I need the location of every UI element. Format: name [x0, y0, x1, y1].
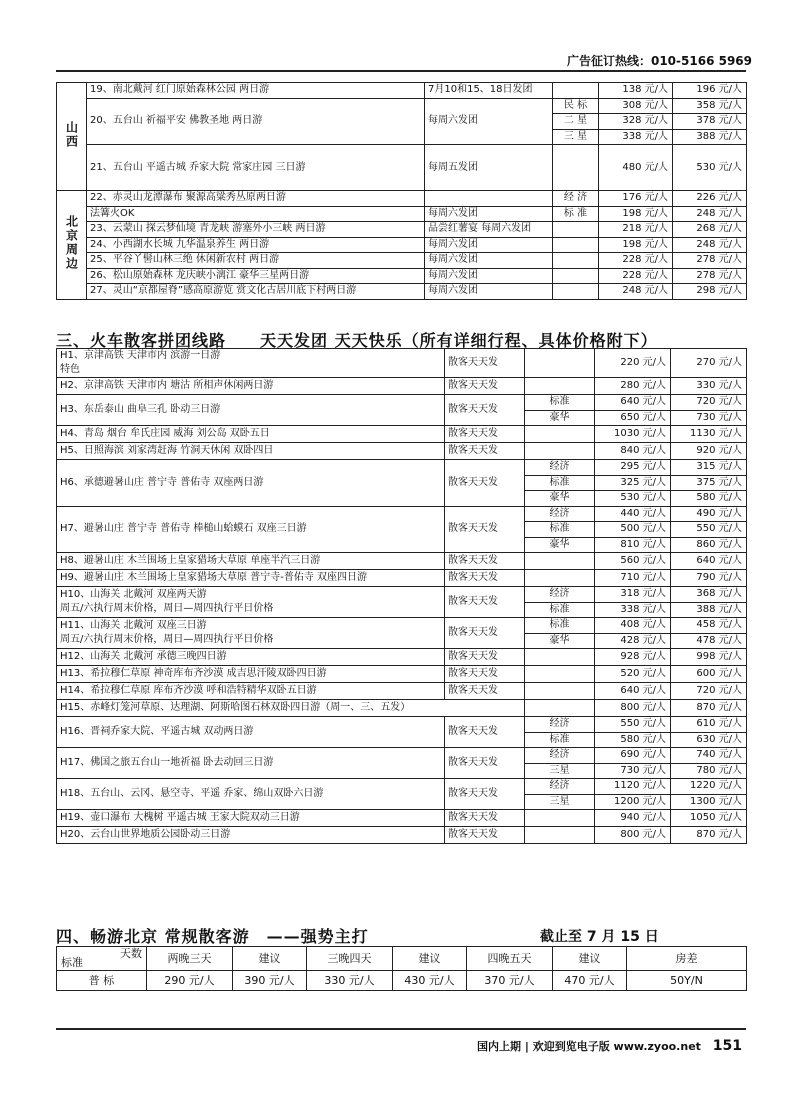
- price-cell: 940 元/人: [595, 810, 671, 827]
- table-row: [57, 570, 747, 587]
- departure-note: 散客天天发: [445, 395, 525, 426]
- route-name: 20、五台山 祈福平安 佛教圣地 两日游: [87, 98, 425, 145]
- level-cell: 标 准: [553, 206, 599, 222]
- price-cell: 560 元/人: [595, 553, 671, 570]
- departure-note: 散客天天发: [445, 349, 525, 378]
- departure-note: 散客天天发: [445, 506, 525, 553]
- price-cell: 1030 元/人: [595, 426, 671, 443]
- table-row: [57, 268, 747, 284]
- price-cell: 330 元/人: [671, 378, 747, 395]
- level-cell: [553, 268, 599, 284]
- price-cell: 630 元/人: [671, 732, 747, 748]
- price-cell: 388 元/人: [673, 129, 747, 145]
- price-cell: 480 元/人: [599, 145, 673, 191]
- route-name: [57, 395, 445, 426]
- region-label: 北京周边: [64, 215, 79, 272]
- level-cell: [525, 349, 595, 378]
- price-cell: 610 元/人: [671, 717, 747, 733]
- header-cell: 建议: [553, 947, 627, 971]
- departure-note: 散客天天发: [445, 587, 525, 618]
- departure-note: 品尝红薯宴 每周六发团: [425, 222, 553, 238]
- header-cell: 两晚三天: [147, 947, 233, 971]
- level-cell: 三星: [525, 794, 595, 810]
- page-number: 151: [712, 1038, 742, 1054]
- price-cell: 388 元/人: [671, 602, 747, 618]
- beijing-table: [56, 946, 747, 991]
- table-row: [57, 779, 747, 795]
- section3-title: 三、火车散客拼团线路 天天发团 天天快乐（所有详细行程、具体价格附下）: [56, 331, 658, 350]
- price-cell: 308 元/人: [599, 98, 673, 114]
- level-cell: [525, 378, 595, 395]
- departure-note: 每周五发团: [425, 145, 553, 191]
- price-cell: 870 元/人: [671, 700, 747, 717]
- price-cell: 325 元/人: [595, 475, 671, 491]
- value-cell: 290 元/人: [147, 971, 233, 991]
- header-cell: 建议: [393, 947, 467, 971]
- level-cell: [553, 222, 599, 238]
- table-row: [57, 553, 747, 570]
- table-row: [57, 426, 747, 443]
- route-title: H13、希拉穆仁草原 神奇库布齐沙漠 成吉思汗陵双卧四日游: [60, 668, 327, 679]
- route-name: [57, 827, 445, 844]
- departure-note: 散客天天发: [445, 570, 525, 587]
- departure-note: 散客天天发: [445, 827, 525, 844]
- route-title: H15、赤峰灯笼河草原、达理湖、阿斯哈图石林双卧四日游（周一、三、五发）: [60, 702, 411, 713]
- price-cell: 226 元/人: [673, 191, 747, 207]
- route-name: 22、赤灵山龙潭瀑布 聚源高粱秀丛原两日游: [87, 191, 425, 207]
- route-name: 19、南北戴河 红门原始森林公园 两日游: [87, 83, 425, 99]
- price-cell: 730 元/人: [671, 410, 747, 426]
- route-extra: 周五/六执行周末价格，周日—周四执行平日价格: [60, 603, 274, 614]
- price-cell: 640 元/人: [671, 553, 747, 570]
- price-cell: 278 元/人: [673, 268, 747, 284]
- route-extra: 周五/六执行周末价格，周日—周四执行平日价格: [60, 634, 274, 645]
- table-row: [57, 191, 747, 207]
- price-cell: 248 元/人: [599, 284, 673, 300]
- page-footer: [477, 1038, 742, 1054]
- price-cell: 318 元/人: [595, 587, 671, 603]
- table-row: [57, 460, 747, 476]
- level-cell: 三 星: [553, 129, 599, 145]
- level-cell: 豪华: [525, 410, 595, 426]
- table-row: [57, 506, 747, 522]
- route-name: 26、松山原始森林 龙庆峡小漓江 豪华三星两日游: [87, 268, 425, 284]
- price-cell: 710 元/人: [595, 570, 671, 587]
- level-cell: [553, 253, 599, 269]
- region-label: 山西: [64, 121, 79, 149]
- route-name: [57, 748, 445, 779]
- table-row: [57, 237, 747, 253]
- value-cell: 50Y/N: [627, 971, 747, 991]
- price-cell: 196 元/人: [673, 83, 747, 99]
- table-row: [57, 587, 747, 603]
- table-row: [57, 222, 747, 238]
- level-cell: 豪华: [525, 537, 595, 553]
- level-cell: [525, 683, 595, 700]
- price-cell: 278 元/人: [673, 253, 747, 269]
- route-title: H8、避暑山庄 木兰围场上皇家猎场大草原 单座半汽三日游: [60, 555, 321, 566]
- route-name: [57, 618, 445, 649]
- route-name: [57, 810, 445, 827]
- level-cell: [525, 700, 595, 717]
- route-title: H9、避暑山庄 木兰围场上皇家猎场大草原 普宁寺-普佑寺 双座四日游: [60, 572, 368, 583]
- price-cell: 220 元/人: [595, 349, 671, 378]
- route-title: H2、京津高铁 天津市内 塘沽 所相声休闲两日游: [60, 380, 274, 391]
- price-cell: 138 元/人: [599, 83, 673, 99]
- level-cell: 经济: [525, 460, 595, 476]
- departure-note: 散客天天发: [445, 618, 525, 649]
- departure-note: 散客天天发: [445, 748, 525, 779]
- departure-note: 散客天天发: [445, 460, 525, 507]
- price-cell: 280 元/人: [595, 378, 671, 395]
- departure-note: 7月10和15、18日发团: [425, 83, 553, 99]
- route-name: [57, 587, 445, 618]
- price-cell: 328 元/人: [599, 114, 673, 130]
- header-cell: 房差: [627, 947, 747, 971]
- departure-note: 每周六发团: [425, 98, 553, 145]
- route-title: H18、五台山、云冈、悬空寺、平遥 乔家、绵山双卧六日游: [60, 788, 324, 799]
- price-cell: 840 元/人: [595, 443, 671, 460]
- route-name: [57, 553, 445, 570]
- price-cell: 198 元/人: [599, 237, 673, 253]
- route-title: H3、东岳泰山 曲阜三孔 卧动三日游: [60, 404, 221, 415]
- level-cell: 经济: [525, 748, 595, 764]
- route-title: H16、晋祠乔家大院、平遥古城 双动两日游: [60, 726, 254, 737]
- price-cell: 860 元/人: [671, 537, 747, 553]
- level-cell: 标准: [525, 732, 595, 748]
- route-name: 24、小西湖水长城 九华温泉养生 两日游: [87, 237, 425, 253]
- price-cell: 408 元/人: [595, 618, 671, 634]
- route-title: H7、避暑山庄 普宁寺 普佑寺 棒槌山蛤蟆石 双座三日游: [60, 523, 307, 535]
- price-cell: 248 元/人: [673, 206, 747, 222]
- header-cell: 三晚四天: [307, 947, 393, 971]
- level-cell: 豪华: [525, 633, 595, 649]
- price-cell: 640 元/人: [595, 683, 671, 700]
- level-cell: 标准: [525, 602, 595, 618]
- price-cell: 248 元/人: [673, 237, 747, 253]
- departure-note: 每周六发团: [425, 268, 553, 284]
- price-cell: 1130 元/人: [671, 426, 747, 443]
- price-cell: 1200 元/人: [595, 794, 671, 810]
- price-cell: 270 元/人: [671, 349, 747, 378]
- price-cell: 298 元/人: [673, 284, 747, 300]
- header-rule: [56, 70, 746, 72]
- price-cell: 580 元/人: [671, 491, 747, 507]
- route-title: H19、壶口瀑布 大槐树 平遥古城 王家大院双动三日游: [60, 812, 300, 823]
- level-cell: 标准: [525, 618, 595, 634]
- price-cell: 920 元/人: [671, 443, 747, 460]
- price-cell: 800 元/人: [595, 700, 671, 717]
- price-cell: 440 元/人: [595, 506, 671, 522]
- header-cell: 四晚五天: [467, 947, 553, 971]
- table-row: [57, 443, 747, 460]
- route-name: [57, 649, 445, 666]
- route-name: 法篝火OK: [87, 206, 425, 222]
- table-row: [57, 649, 747, 666]
- level-cell: [525, 443, 595, 460]
- level-cell: [525, 649, 595, 666]
- value-cell: 370 元/人: [467, 971, 553, 991]
- price-cell: 428 元/人: [595, 633, 671, 649]
- price-cell: 315 元/人: [671, 460, 747, 476]
- price-cell: 218 元/人: [599, 222, 673, 238]
- footer-text: 国内上期 | 欢迎到览电子版 www.zyoo.net: [477, 1040, 701, 1053]
- value-cell: 330 元/人: [307, 971, 393, 991]
- price-cell: 780 元/人: [671, 763, 747, 779]
- route-name: [57, 443, 445, 460]
- table-row: [57, 378, 747, 395]
- price-cell: 720 元/人: [671, 395, 747, 411]
- level-cell: 豪华: [525, 491, 595, 507]
- price-cell: 458 元/人: [671, 618, 747, 634]
- level-cell: [525, 570, 595, 587]
- price-cell: 800 元/人: [595, 827, 671, 844]
- departure-note: 每周六发团: [425, 237, 553, 253]
- price-cell: 520 元/人: [595, 666, 671, 683]
- price-cell: 1050 元/人: [671, 810, 747, 827]
- price-cell: 690 元/人: [595, 748, 671, 764]
- price-cell: 1220 元/人: [671, 779, 747, 795]
- route-title: H1、京津高铁 天津市内 滨游一日游: [60, 350, 221, 361]
- departure-note: 散客天天发: [445, 443, 525, 460]
- route-name: 21、五台山 平遥古城 乔家大院 常家庄园 三日游: [87, 145, 425, 191]
- price-cell: 228 元/人: [599, 253, 673, 269]
- value-cell: 390 元/人: [233, 971, 307, 991]
- departure-note: 散客天天发: [445, 378, 525, 395]
- deadline-note: 截止至 7 月 15 日: [540, 929, 659, 945]
- price-cell: 500 元/人: [595, 522, 671, 538]
- price-cell: 228 元/人: [599, 268, 673, 284]
- price-cell: 478 元/人: [671, 633, 747, 649]
- price-cell: 550 元/人: [595, 717, 671, 733]
- table-row: [57, 145, 747, 191]
- table-row: [57, 683, 747, 700]
- price-cell: 530 元/人: [595, 491, 671, 507]
- level-cell: 标准: [525, 395, 595, 411]
- region-cell: [57, 191, 87, 300]
- price-cell: 368 元/人: [671, 587, 747, 603]
- level-cell: 经济: [525, 506, 595, 522]
- route-name: 25、平谷丫髻山林三绝 休闲新农村 两日游: [87, 253, 425, 269]
- departure-note: 散客天天发: [445, 553, 525, 570]
- table-row: [57, 98, 747, 114]
- route-name: [57, 378, 445, 395]
- level-cell: [525, 810, 595, 827]
- table-row: [57, 618, 747, 634]
- price-cell: 600 元/人: [671, 666, 747, 683]
- table-row: [57, 83, 747, 99]
- departure-note: 散客天天发: [445, 810, 525, 827]
- route-title: H14、希拉穆仁草原 库布齐沙漠 呼和浩特精华双卧五日游: [60, 685, 317, 696]
- route-title: H17、佛国之旅五台山一地祈福 卧去动回三日游: [60, 757, 274, 768]
- corner-cell: [57, 947, 147, 971]
- price-cell: 740 元/人: [671, 748, 747, 764]
- departure-note: 散客天天发: [445, 649, 525, 666]
- route-name: 23、云蒙山 探云梦仙境 青龙峡 游塞外小三峡 两日游: [87, 222, 425, 238]
- price-cell: 720 元/人: [671, 683, 747, 700]
- price-cell: 928 元/人: [595, 649, 671, 666]
- table-row: [57, 717, 747, 733]
- price-cell: 268 元/人: [673, 222, 747, 238]
- route-name: [57, 717, 445, 748]
- route-title: H11、山海关 北戴河 双座三日游: [60, 620, 207, 631]
- level-cell: 经济: [525, 717, 595, 733]
- departure-note: 散客天天发: [445, 683, 525, 700]
- table-row: [57, 253, 747, 269]
- region-cell: [57, 83, 87, 191]
- price-cell: 580 元/人: [595, 732, 671, 748]
- price-cell: 730 元/人: [595, 763, 671, 779]
- price-cell: 375 元/人: [671, 475, 747, 491]
- level-cell: 经济: [525, 779, 595, 795]
- route-name: [57, 506, 445, 553]
- route-name: [57, 460, 445, 507]
- price-cell: 530 元/人: [673, 145, 747, 191]
- price-cell: 198 元/人: [599, 206, 673, 222]
- table-row: [57, 206, 747, 222]
- table-row: [57, 284, 747, 300]
- departure-note: 散客天天发: [445, 666, 525, 683]
- route-title: H12、山海关 北戴河 承德三晚四日游: [60, 651, 227, 662]
- level-cell: 标准: [525, 522, 595, 538]
- route-name: [57, 700, 525, 717]
- departure-note: [425, 191, 553, 207]
- departure-note: 散客天天发: [445, 426, 525, 443]
- route-name: [57, 683, 445, 700]
- level-cell: [553, 284, 599, 300]
- value-cell: 470 元/人: [553, 971, 627, 991]
- departure-note: 每周六发团: [425, 253, 553, 269]
- route-name: [57, 570, 445, 587]
- level-cell: 民 标: [553, 98, 599, 114]
- level-cell: [525, 553, 595, 570]
- price-cell: 790 元/人: [671, 570, 747, 587]
- route-name: [57, 349, 445, 378]
- price-cell: 338 元/人: [599, 129, 673, 145]
- price-cell: 490 元/人: [671, 506, 747, 522]
- table-row: [57, 810, 747, 827]
- level-cell: [553, 145, 599, 191]
- route-title: H5、日照海滨 刘家湾赶海 竹洞天休闲 双卧四日: [60, 445, 274, 456]
- level-cell: 三星: [525, 763, 595, 779]
- route-name: [57, 779, 445, 810]
- departure-note: 散客天天发: [445, 779, 525, 810]
- price-cell: 640 元/人: [595, 395, 671, 411]
- level-cell: [553, 83, 599, 99]
- value-cell: 430 元/人: [393, 971, 467, 991]
- level-cell: 二 星: [553, 114, 599, 130]
- table-row: [57, 395, 747, 411]
- section4-title: 四、畅游北京 常规散客游 ——强势主打: [56, 927, 369, 946]
- route-extra: 特色: [60, 364, 80, 375]
- table-row: [57, 748, 747, 764]
- route-title: H20、云台山世界地质公园卧动三日游: [60, 829, 231, 840]
- route-name: [57, 426, 445, 443]
- ad-hotline: 广告征订热线：010-5166 5969: [566, 54, 752, 68]
- departure-note: 散客天天发: [445, 717, 525, 748]
- price-cell: 378 元/人: [673, 114, 747, 130]
- route-name: 27、灵山“京都屋脊”感高原游览 赏文化古居川底下村两日游: [87, 284, 425, 300]
- corner-bottom: 标准: [61, 956, 83, 969]
- level-cell: [525, 426, 595, 443]
- price-cell: 176 元/人: [599, 191, 673, 207]
- level-cell: [525, 666, 595, 683]
- price-cell: 338 元/人: [595, 602, 671, 618]
- level-cell: 经 济: [553, 191, 599, 207]
- route-name: [57, 666, 445, 683]
- route-title: H10、山海关 北戴河 双座两天游: [60, 589, 207, 600]
- price-cell: 1300 元/人: [671, 794, 747, 810]
- price-cell: 295 元/人: [595, 460, 671, 476]
- tour-table-regional: [56, 82, 747, 300]
- row-label: 普 标: [57, 971, 147, 991]
- price-cell: 810 元/人: [595, 537, 671, 553]
- departure-note: 每周六发团: [425, 206, 553, 222]
- footer-rule: [56, 1028, 746, 1030]
- price-cell: 998 元/人: [671, 649, 747, 666]
- header-cell: 建议: [233, 947, 307, 971]
- tour-table-train: [56, 348, 747, 844]
- level-cell: 标准: [525, 475, 595, 491]
- table-row: [57, 700, 747, 717]
- level-cell: [553, 237, 599, 253]
- price-cell: 550 元/人: [671, 522, 747, 538]
- departure-note: 每周六发团: [425, 284, 553, 300]
- price-cell: 650 元/人: [595, 410, 671, 426]
- level-cell: 经济: [525, 587, 595, 603]
- table-row: [57, 666, 747, 683]
- route-title: H4、青岛 烟台 牟氏庄园 威海 刘公岛 双卧五日: [60, 428, 270, 439]
- route-title: H6、承德避暑山庄 普宁寺 普佑寺 双座两日游: [60, 476, 264, 488]
- table-row: [57, 349, 747, 378]
- table-row: [57, 827, 747, 844]
- price-cell: 870 元/人: [671, 827, 747, 844]
- corner-top: 天数: [120, 947, 142, 960]
- level-cell: [525, 827, 595, 844]
- price-cell: 358 元/人: [673, 98, 747, 114]
- price-cell: 1120 元/人: [595, 779, 671, 795]
